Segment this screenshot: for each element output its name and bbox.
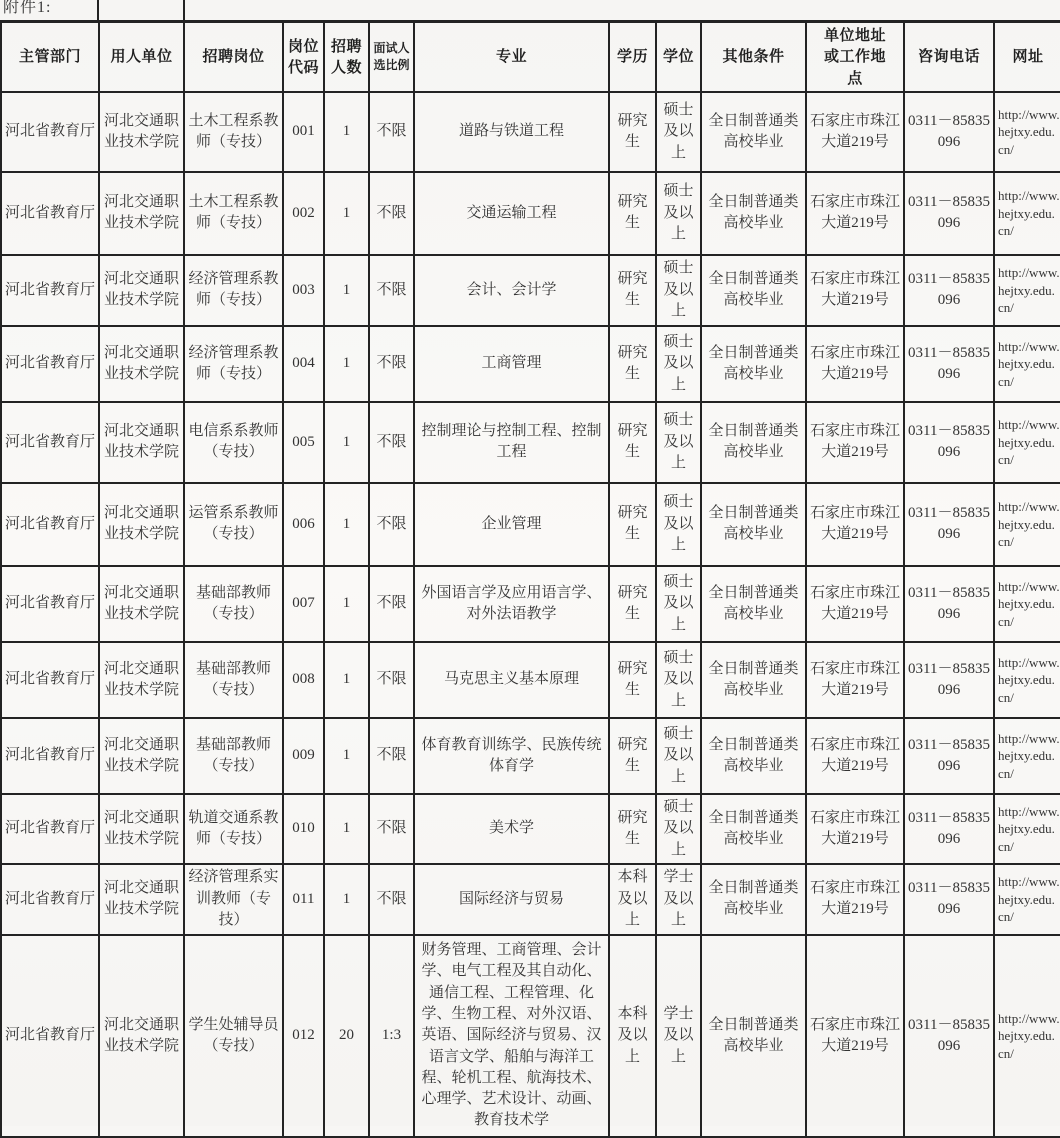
cell-position-code: 006 xyxy=(283,483,324,566)
cell-department: 河北省教育厅 xyxy=(1,794,99,864)
cell-major: 交通运输工程 xyxy=(414,172,609,255)
cell-position: 电信系系教师（专技） xyxy=(184,402,283,483)
cell-position-code: 001 xyxy=(283,92,324,172)
cell-website: http://www.hejtxy.edu.cn/ xyxy=(994,864,1060,935)
cell-address: 石家庄市珠江大道219号 xyxy=(806,566,904,642)
cell-degree: 硕士及以上 xyxy=(656,642,701,718)
table-row xyxy=(1,172,1060,255)
cell-website: http://www.hejtxy.edu.cn/ xyxy=(994,255,1060,326)
cell-position-code: 002 xyxy=(283,172,324,255)
cell-position: 经济管理系教师（专技） xyxy=(184,255,283,326)
cell-other-conditions: 全日制普通类高校毕业 xyxy=(701,483,806,566)
cell-phone: 0311－85835096 xyxy=(904,402,994,483)
cell-address: 石家庄市珠江大道219号 xyxy=(806,794,904,864)
cell-position: 经济管理系教师（专技） xyxy=(184,326,283,402)
table-row xyxy=(1,326,1060,402)
cell-education: 研究生 xyxy=(609,718,656,794)
table-row xyxy=(1,92,1060,172)
cell-education: 研究生 xyxy=(609,642,656,718)
column-header-position: 招聘岗位 xyxy=(184,22,283,92)
cell-employer: 河北交通职业技术学院 xyxy=(99,172,184,255)
cell-department: 河北省教育厅 xyxy=(1,642,99,718)
cell-other-conditions: 全日制普通类高校毕业 xyxy=(701,935,806,1137)
cell-interview-ratio: 不限 xyxy=(369,326,414,402)
cell-interview-ratio: 不限 xyxy=(369,255,414,326)
cell-headcount: 1 xyxy=(324,326,369,402)
cell-education: 研究生 xyxy=(609,92,656,172)
cell-website: http://www.hejtxy.edu.cn/ xyxy=(994,794,1060,864)
table-row xyxy=(1,864,1060,935)
cell-address: 石家庄市珠江大道219号 xyxy=(806,642,904,718)
cell-position: 基础部教师（专技） xyxy=(184,642,283,718)
cell-education: 研究生 xyxy=(609,172,656,255)
cell-address: 石家庄市珠江大道219号 xyxy=(806,326,904,402)
table-row xyxy=(1,642,1060,718)
cell-department: 河北省教育厅 xyxy=(1,92,99,172)
cell-address: 石家庄市珠江大道219号 xyxy=(806,92,904,172)
cell-degree: 硕士及以上 xyxy=(656,794,701,864)
cell-phone: 0311－85835096 xyxy=(904,794,994,864)
cell-degree: 硕士及以上 xyxy=(656,402,701,483)
attachment-label: 附件1: xyxy=(3,0,52,16)
cell-position: 土木工程系教师（专技） xyxy=(184,92,283,172)
cell-major: 工商管理 xyxy=(414,326,609,402)
cell-position: 学生处辅导员（专技） xyxy=(184,935,283,1137)
cell-major: 企业管理 xyxy=(414,483,609,566)
column-header-employer: 用人单位 xyxy=(99,22,184,92)
cell-position: 经济管理系实训教师（专技） xyxy=(184,864,283,935)
cell-education: 研究生 xyxy=(609,483,656,566)
cell-other-conditions: 全日制普通类高校毕业 xyxy=(701,172,806,255)
cell-degree: 硕士及以上 xyxy=(656,92,701,172)
cell-employer: 河北交通职业技术学院 xyxy=(99,794,184,864)
cell-employer: 河北交通职业技术学院 xyxy=(99,642,184,718)
header-row xyxy=(1,22,1060,92)
cell-phone: 0311－85835096 xyxy=(904,642,994,718)
table-row xyxy=(1,718,1060,794)
column-header-website: 网址 xyxy=(994,22,1060,92)
cell-degree: 硕士及以上 xyxy=(656,483,701,566)
cell-department: 河北省教育厅 xyxy=(1,718,99,794)
cell-other-conditions: 全日制普通类高校毕业 xyxy=(701,92,806,172)
column-header-education: 学历 xyxy=(609,22,656,92)
cell-employer: 河北交通职业技术学院 xyxy=(99,326,184,402)
cell-employer: 河北交通职业技术学院 xyxy=(99,402,184,483)
cell-position: 轨道交通系教师（专技） xyxy=(184,794,283,864)
cell-website: http://www.hejtxy.edu.cn/ xyxy=(994,935,1060,1137)
cell-phone: 0311－85835096 xyxy=(904,718,994,794)
cell-address: 石家庄市珠江大道219号 xyxy=(806,935,904,1137)
cell-education: 本科及以上 xyxy=(609,864,656,935)
cell-degree: 学士及以上 xyxy=(656,935,701,1137)
cell-website: http://www.hejtxy.edu.cn/ xyxy=(994,566,1060,642)
cell-employer: 河北交通职业技术学院 xyxy=(99,92,184,172)
cell-headcount: 1 xyxy=(324,642,369,718)
cell-phone: 0311－85835096 xyxy=(904,92,994,172)
table-row xyxy=(1,483,1060,566)
cell-degree: 硕士及以上 xyxy=(656,718,701,794)
grid-line-stub xyxy=(183,0,185,21)
table-top-margin xyxy=(0,0,1060,20)
column-header-department: 主管部门 xyxy=(1,22,99,92)
column-header-major: 专业 xyxy=(414,22,609,92)
cell-other-conditions: 全日制普通类高校毕业 xyxy=(701,326,806,402)
cell-position: 基础部教师（专技） xyxy=(184,718,283,794)
column-header-address: 单位地址或工作地点 xyxy=(806,22,904,92)
cell-other-conditions: 全日制普通类高校毕业 xyxy=(701,642,806,718)
cell-employer: 河北交通职业技术学院 xyxy=(99,566,184,642)
cell-address: 石家庄市珠江大道219号 xyxy=(806,255,904,326)
cell-interview-ratio: 不限 xyxy=(369,794,414,864)
column-header-position-code: 岗位代码 xyxy=(283,22,324,92)
cell-website: http://www.hejtxy.edu.cn/ xyxy=(994,718,1060,794)
cell-phone: 0311－85835096 xyxy=(904,566,994,642)
cell-employer: 河北交通职业技术学院 xyxy=(99,255,184,326)
cell-position-code: 012 xyxy=(283,935,324,1137)
table-row xyxy=(1,566,1060,642)
cell-degree: 硕士及以上 xyxy=(656,566,701,642)
cell-department: 河北省教育厅 xyxy=(1,402,99,483)
cell-education: 研究生 xyxy=(609,255,656,326)
cell-major: 会计、会计学 xyxy=(414,255,609,326)
cell-website: http://www.hejtxy.edu.cn/ xyxy=(994,172,1060,255)
cell-position-code: 005 xyxy=(283,402,324,483)
cell-interview-ratio: 不限 xyxy=(369,483,414,566)
cell-headcount: 1 xyxy=(324,718,369,794)
cell-other-conditions: 全日制普通类高校毕业 xyxy=(701,566,806,642)
table-row xyxy=(1,794,1060,864)
cell-department: 河北省教育厅 xyxy=(1,566,99,642)
cell-headcount: 1 xyxy=(324,864,369,935)
cell-employer: 河北交通职业技术学院 xyxy=(99,935,184,1137)
cell-position: 基础部教师（专技） xyxy=(184,566,283,642)
cell-other-conditions: 全日制普通类高校毕业 xyxy=(701,255,806,326)
cell-department: 河北省教育厅 xyxy=(1,255,99,326)
cell-phone: 0311－85835096 xyxy=(904,255,994,326)
cell-headcount: 1 xyxy=(324,566,369,642)
cell-website: http://www.hejtxy.edu.cn/ xyxy=(994,483,1060,566)
cell-interview-ratio: 不限 xyxy=(369,642,414,718)
cell-other-conditions: 全日制普通类高校毕业 xyxy=(701,864,806,935)
cell-major: 外国语言学及应用语言学、对外法语教学 xyxy=(414,566,609,642)
cell-headcount: 1 xyxy=(324,255,369,326)
column-header-interview-ratio: 面试人选比例 xyxy=(369,22,414,92)
cell-website: http://www.hejtxy.edu.cn/ xyxy=(994,402,1060,483)
cell-headcount: 1 xyxy=(324,402,369,483)
cell-department: 河北省教育厅 xyxy=(1,483,99,566)
cell-headcount: 1 xyxy=(324,172,369,255)
cell-position: 土木工程系教师（专技） xyxy=(184,172,283,255)
cell-interview-ratio: 不限 xyxy=(369,92,414,172)
cell-headcount: 1 xyxy=(324,92,369,172)
cell-other-conditions: 全日制普通类高校毕业 xyxy=(701,794,806,864)
cell-department: 河北省教育厅 xyxy=(1,172,99,255)
cell-position-code: 004 xyxy=(283,326,324,402)
cell-address: 石家庄市珠江大道219号 xyxy=(806,172,904,255)
cell-degree: 学士及以上 xyxy=(656,864,701,935)
cell-interview-ratio: 不限 xyxy=(369,566,414,642)
cell-position-code: 011 xyxy=(283,864,324,935)
cell-phone: 0311－85835096 xyxy=(904,483,994,566)
cell-major: 财务管理、工商管理、会计学、电气工程及其自动化、通信工程、工程管理、化学、生物工程、对外汉语、英语、国际经济与贸易、汉语言文学、船舶与海洋工程、轮机工程、航海技术、心理学、艺术设计、动画、教育技术学 xyxy=(414,935,609,1137)
cell-address: 石家庄市珠江大道219号 xyxy=(806,864,904,935)
table-body xyxy=(1,92,1060,1137)
cell-employer: 河北交通职业技术学院 xyxy=(99,483,184,566)
column-header-phone: 咨询电话 xyxy=(904,22,994,92)
cell-position-code: 003 xyxy=(283,255,324,326)
column-header-headcount: 招聘人数 xyxy=(324,22,369,92)
column-header-other-conditions: 其他条件 xyxy=(701,22,806,92)
cell-address: 石家庄市珠江大道219号 xyxy=(806,483,904,566)
cell-major: 国际经济与贸易 xyxy=(414,864,609,935)
cell-interview-ratio: 不限 xyxy=(369,718,414,794)
cell-education: 研究生 xyxy=(609,566,656,642)
cell-headcount: 1 xyxy=(324,483,369,566)
recruitment-positions-table xyxy=(0,20,1060,1138)
table-row xyxy=(1,935,1060,1137)
cell-position: 运管系系教师（专技） xyxy=(184,483,283,566)
cell-phone: 0311－85835096 xyxy=(904,172,994,255)
cell-position-code: 008 xyxy=(283,642,324,718)
cell-employer: 河北交通职业技术学院 xyxy=(99,864,184,935)
cell-major: 道路与铁道工程 xyxy=(414,92,609,172)
cell-degree: 硕士及以上 xyxy=(656,255,701,326)
cell-employer: 河北交通职业技术学院 xyxy=(99,718,184,794)
cell-phone: 0311－85835096 xyxy=(904,864,994,935)
cell-degree: 硕士及以上 xyxy=(656,326,701,402)
cell-major: 控制理论与控制工程、控制工程 xyxy=(414,402,609,483)
cell-interview-ratio: 不限 xyxy=(369,172,414,255)
cell-phone: 0311－85835096 xyxy=(904,935,994,1137)
cell-position-code: 010 xyxy=(283,794,324,864)
grid-line-stub xyxy=(97,0,99,21)
cell-department: 河北省教育厅 xyxy=(1,935,99,1137)
cell-major: 体育教育训练学、民族传统体育学 xyxy=(414,718,609,794)
cell-major: 美术学 xyxy=(414,794,609,864)
table-row xyxy=(1,402,1060,483)
cell-address: 石家庄市珠江大道219号 xyxy=(806,718,904,794)
cell-website: http://www.hejtxy.edu.cn/ xyxy=(994,326,1060,402)
cell-interview-ratio: 不限 xyxy=(369,402,414,483)
cell-other-conditions: 全日制普通类高校毕业 xyxy=(701,402,806,483)
cell-major: 马克思主义基本原理 xyxy=(414,642,609,718)
cell-address: 石家庄市珠江大道219号 xyxy=(806,402,904,483)
cell-education: 本科及以上 xyxy=(609,935,656,1137)
cell-degree: 硕士及以上 xyxy=(656,172,701,255)
table-row xyxy=(1,255,1060,326)
cell-website: http://www.hejtxy.edu.cn/ xyxy=(994,642,1060,718)
cell-interview-ratio: 不限 xyxy=(369,864,414,935)
column-header-degree: 学位 xyxy=(656,22,701,92)
cell-department: 河北省教育厅 xyxy=(1,864,99,935)
cell-interview-ratio: 1:3 xyxy=(369,935,414,1137)
cell-headcount: 1 xyxy=(324,794,369,864)
cell-position-code: 009 xyxy=(283,718,324,794)
cell-phone: 0311－85835096 xyxy=(904,326,994,402)
cell-education: 研究生 xyxy=(609,794,656,864)
cell-position-code: 007 xyxy=(283,566,324,642)
cell-other-conditions: 全日制普通类高校毕业 xyxy=(701,718,806,794)
cell-education: 研究生 xyxy=(609,402,656,483)
cell-website: http://www.hejtxy.edu.cn/ xyxy=(994,92,1060,172)
cell-headcount: 20 xyxy=(324,935,369,1137)
cell-department: 河北省教育厅 xyxy=(1,326,99,402)
cell-education: 研究生 xyxy=(609,326,656,402)
